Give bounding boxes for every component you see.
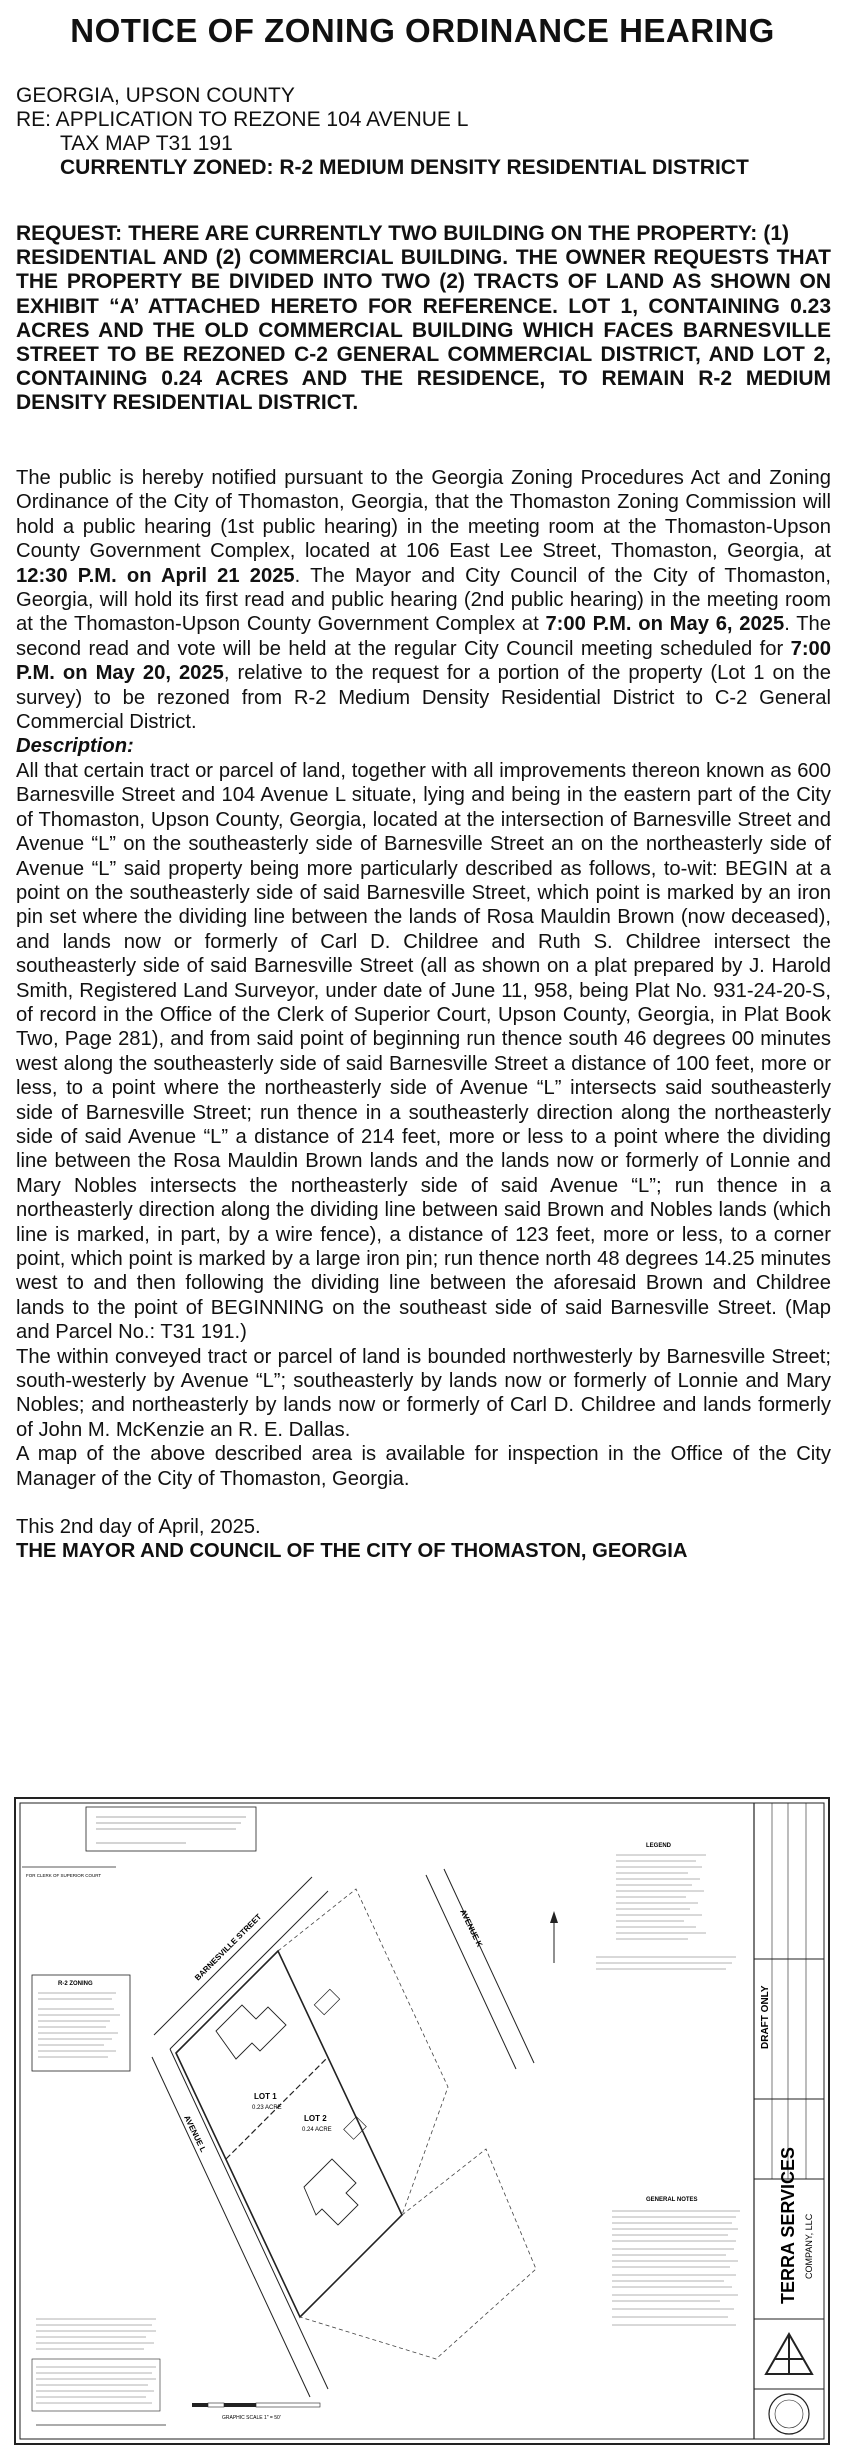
notice-text-1: The public is hereby notified pursuant to the Georgia Zoning Procedures Act and Zoning Ordinance of the City of Thomaston, Georgia, that the Thomaston Zoning Commission will hold a public hearing (1st public hearing) in the meeting room at the Thomaston-Upson County Government Complex, located at 106 East Lee Street, Thomaston, Georgia, at <box>16 467 831 563</box>
public-notice-paragraph <box>16 466 831 734</box>
notice-text-3: . The second read and vote will be held at the regular City Council meeting scheduled for <box>16 613 831 660</box>
clerk-text: FOR CLERK OF SUPERIOR COURT <box>26 1873 102 1878</box>
notice-body <box>16 466 831 1564</box>
lot2-area: 0.24 ACRE <box>302 2127 332 2133</box>
company-logo <box>766 2334 812 2374</box>
description-heading: Description: <box>16 735 134 758</box>
graphic-scale-label: GRAPHIC SCALE 1" = 50' <box>222 2415 281 2421</box>
company-sub: COMPANY, LLC <box>804 2213 814 2279</box>
street-avenue-l <box>152 2049 328 2397</box>
survey-plat <box>14 1797 830 2445</box>
company-name: TERRA SERVICES <box>778 2146 798 2304</box>
street-avenue-k <box>426 1869 534 2069</box>
barnesville-street-label: BARNESVILLE STREET <box>193 1912 264 1983</box>
certification-block <box>36 2319 166 2425</box>
tax-map-line: TAX MAP T31 191 <box>60 132 233 155</box>
legend-box <box>606 1839 746 1989</box>
re-line: RE: APPLICATION TO REZONE 104 AVENUE L <box>16 108 469 131</box>
description-paragraph: All that certain tract or parcel of land, together with all improvements thereon known as 600 Barnesville Street and 104 Avenue L situate, lying and being in the eastern part of the City of Thomaston, Upson County, Georgia, located at the intersection of Barnesville Street and Avenue “L” on the southeasterly side of Barnesville Street an on the northeasterly side of Avenue “L” said property being more particularly described as follows, to-wit: BEGIN at a point on the southeasterly side of said Barnesville Street, which point is marked by an iron pin set where the dividing line between the lands of Rosa Mauldin Brown (now deceased), and lands now or formerly of Carl D. Childree and Ruth S. Childree intersect the southeasterly side of said Barnesville Street (all as shown on a plat prepared by J. Harold Smith, Registered Land Surveyor, under date of June 11, 958, being Plat No. 931-24-20-S, of record in the Office of the Clerk of Superior Court, Upson County, Georgia, in Plat Book Two, Page 281), and from said point of beginning run thence south 46 degrees 00 minutes west along the southeasterly side of said Barnesville Street a distance of 100 feet, more or less, to a point where the northeasterly side of Avenue “L” intersects said southeasterly side of Barnesville Street; run thence in a southeasterly direction along the northeasterly side of said Avenue “L” a distance of 214 feet, more or less to a point where the dividing line between the Rosa Mauldin Brown lands and the lands now or formerly of Lonnie and Mary Nobles intersects the northeasterly side of said Avenue “L”; run thence in a northeasterly direction along the dividing line between said Brown and Nobles lands (which line is marked, in part, by a wire fence), a distance of 123 feet, more or less, to a corner point, which point is marked by a large iron pin; run thence north 48 degrees 14.25 minutes west to and then following the dividing line between the aforesaid Brown and Childree lands to the point of BEGINNING on the southeast side of said Barnesville Street. (Map and Parcel No.: T31 191.) <box>16 759 831 1344</box>
hearing-time-3: 7:00 P.M. on May 20, 2025 <box>16 637 831 685</box>
title-block <box>754 1803 824 2434</box>
location-line: GEORGIA, UPSON COUNTY <box>16 84 295 107</box>
notice-text-2: . The Mayor and City Council of the City of Thomaston, Georgia, will hold its first read and public hearing (2nd public hearing) in the meeting room at the Thomaston-Upson County Government Complex at <box>16 564 831 636</box>
hearing-time-1: 12:30 P.M. on April 21 2025 <box>16 564 295 587</box>
hearing-time-2: 7:00 P.M. on May 6, 2025 <box>545 613 785 636</box>
north-arrow-icon <box>550 1911 558 1963</box>
currently-zoned-line: CURRENTLY ZONED: R-2 MEDIUM DENSITY RESIDENTIAL DISTRICT <box>60 156 749 179</box>
date-line: This 2nd day of April, 2025. <box>16 1516 261 1539</box>
notice-text-4: , relative to the request for a portion of the property (Lot 1 on the survey) to be rezoned from R-2 Medium Density Residential District to C-2 General Commercial District. <box>16 662 831 734</box>
notice-title: NOTICE OF ZONING ORDINANCE HEARING <box>70 12 775 49</box>
lot2-label: LOT 2 <box>304 2114 327 2123</box>
map-note-paragraph: A map of the above described area is available for inspection in the Office of the City Manager of the City of Thomaston, Georgia. <box>16 1443 831 1490</box>
lot1-label: LOT 1 <box>254 2092 277 2101</box>
avenue-l-label: AVENUE L <box>182 2113 208 2154</box>
notice-header <box>16 84 749 180</box>
zoning-box <box>32 1975 130 2071</box>
lot1-area: 0.23 ACRE <box>252 2105 282 2111</box>
legend-title: LEGEND <box>646 1843 672 1849</box>
residence-building <box>304 2159 358 2225</box>
zoning-box-title: R-2 ZONING <box>58 1981 93 1987</box>
draft-text: DRAFT ONLY <box>760 1985 771 2049</box>
graphic-scale <box>192 2403 320 2421</box>
bounded-paragraph: The within conveyed tract or parcel of land is bounded northwesterly by Barnesville Street; south-westerly by Avenue “L”; southeasterly by lands now or formerly of Lonnie and Mary Nobles; and northeasterly by lands now or formerly of Carl D. Childree and lands formerly of John M. McKenzie an R. E. Dallas. <box>16 1345 831 1441</box>
signature-line: THE MAYOR AND COUNCIL OF THE CITY OF THOMASTON, GEORGIA <box>16 1540 688 1563</box>
commercial-building <box>216 2005 286 2059</box>
request-paragraph: REQUEST: THERE ARE CURRENTLY TWO BUILDING ON THE PROPERTY: (1) RESIDENTIAL AND (2) COMMERCIAL BUILDING. THE OWNER REQUESTS THAT THE PROPERTY BE DIVIDED INTO TWO (2) TRACTS OF LAND AS SHOWN ON EXHIBIT “A’ ATTACHED HERETO FOR REFERENCE. LOT 1, CONTAINING 0.23 ACRES AND THE OLD COMMERCIAL BUILDING WHICH FACES BARNESVILLE STREET TO BE REZONED C-2 GENERAL COMMERCIAL DISTRICT, AND LOT 2, CONTAINING 0.24 ACRES AND THE RESIDENCE, TO REMAIN R-2 MEDIUM DENSITY RESIDENTIAL DISTRICT. <box>16 222 831 415</box>
street-barnesville <box>154 1877 328 2049</box>
plat-drawing <box>16 1799 828 2443</box>
general-notes-title: GENERAL NOTES <box>646 2197 698 2203</box>
avenue-k-label: AVENUE K <box>458 1907 485 1949</box>
